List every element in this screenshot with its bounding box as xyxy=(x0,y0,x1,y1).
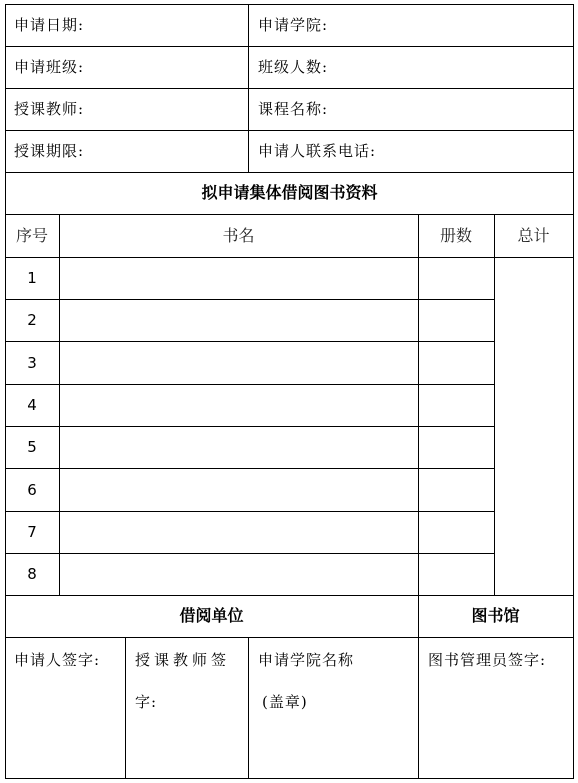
apply-date-label: 申请日期: xyxy=(14,16,85,34)
row-number: 4 xyxy=(27,396,37,414)
teacher-label: 授课教师: xyxy=(14,100,85,118)
apply-class-label: 申请班级: xyxy=(14,58,85,76)
apply-college-label: 申请学院: xyxy=(258,16,329,34)
row-number: 5 xyxy=(27,438,37,456)
college-name-label: 申请学院名称 xyxy=(258,651,355,669)
row-number: 3 xyxy=(27,354,37,372)
header-index: 序号 xyxy=(15,226,48,245)
library-header: 图书馆 xyxy=(471,606,520,625)
row-number: 6 xyxy=(27,481,37,499)
row-number: 8 xyxy=(27,565,37,583)
applicant-phone-label: 申请人联系电话: xyxy=(258,142,377,160)
row-number: 1 xyxy=(27,269,37,287)
librarian-signature-label: 图书管理员签字: xyxy=(428,651,547,669)
teacher-signature-label-line2: 字: xyxy=(135,693,158,711)
header-book-name: 书名 xyxy=(222,226,255,245)
course-name-label: 课程名称: xyxy=(258,100,329,118)
header-copies: 册数 xyxy=(439,226,472,245)
class-size-label: 班级人数: xyxy=(258,58,329,76)
row-number: 2 xyxy=(27,311,37,329)
section-title: 拟申请集体借阅图书资料 xyxy=(201,183,378,202)
teaching-period-label: 授课期限: xyxy=(14,142,85,160)
seal-label: (盖章) xyxy=(262,693,308,711)
applicant-signature-label: 申请人签字: xyxy=(14,651,101,669)
borrower-unit-header: 借阅单位 xyxy=(179,606,244,625)
teacher-signature-label-line1: 授课教师签 xyxy=(135,651,231,669)
row-number: 7 xyxy=(27,523,37,541)
header-total: 总计 xyxy=(517,226,550,245)
